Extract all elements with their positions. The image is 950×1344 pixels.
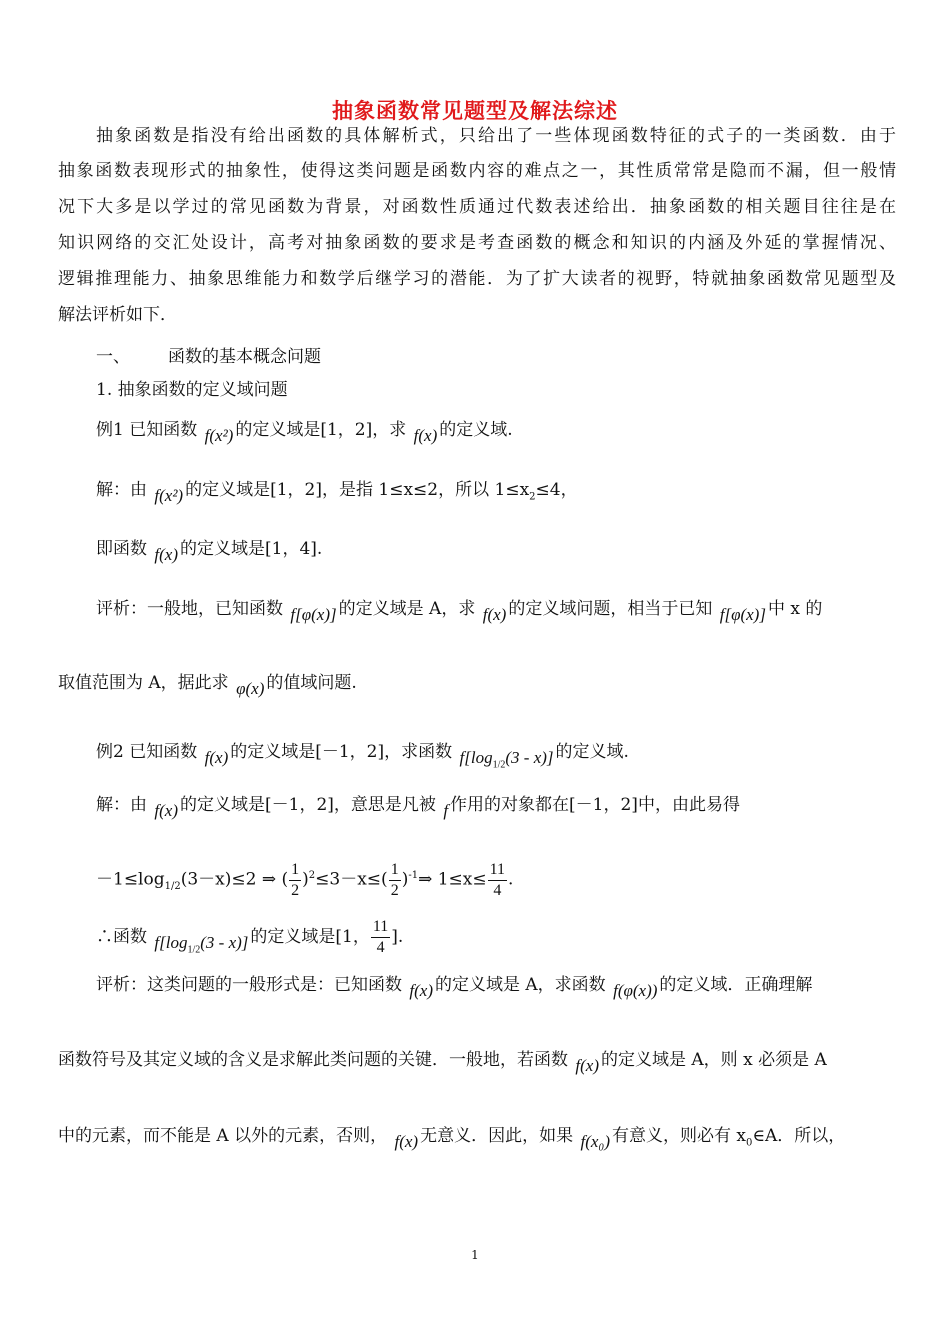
subscript: 2 [529, 491, 536, 503]
formula: f [443, 801, 449, 820]
review-text: ∈A．所以， [752, 1126, 846, 1146]
review-text: 评析：这类问题的一般形式是：已知函数 [96, 975, 402, 995]
conclusion-text: ]. [391, 927, 404, 947]
subscript: 1/2 [187, 944, 201, 956]
ineq-part: . [508, 869, 514, 890]
solution-2 [96, 793, 740, 823]
example-2 [96, 740, 629, 777]
formula-part: (3 - x)] [200, 933, 249, 952]
exponent: 2 [308, 870, 316, 881]
formula [152, 921, 250, 972]
example-2-text: 的定义域. [555, 742, 629, 762]
formula: f[φ(x)] [719, 605, 766, 624]
formula: f[φ(x)] [290, 605, 337, 624]
example-1 [96, 418, 513, 448]
ineq-part: ) [302, 869, 309, 890]
formula: f(x) [204, 748, 229, 767]
solution-text: ≤4， [535, 480, 578, 500]
solution-text: 解：由 [96, 480, 147, 500]
example-1-text: 例1 已知函数 [96, 420, 198, 440]
formula-part: (3 - x)] [505, 748, 554, 767]
denominator: 2 [291, 881, 300, 899]
formula: f(x) [394, 1132, 419, 1151]
formula: f(x) [575, 1056, 599, 1075]
solution-1-result [96, 537, 322, 567]
denominator: 4 [376, 939, 385, 956]
ineq-part: ≤3－x≤( [315, 869, 388, 890]
denominator: 4 [493, 881, 502, 899]
solution-text: 的定义域是[1，4]. [180, 539, 323, 559]
review-text: 的定义域问题，相当于已知 [508, 599, 713, 619]
solution-1 [96, 478, 578, 509]
subsection-heading: 1. 抽象函数的定义域问题 [96, 380, 288, 400]
numerator: 1 [289, 860, 301, 881]
formula: f(x²) [204, 426, 234, 445]
exponent: -1 [408, 870, 419, 881]
numerator: 11 [371, 917, 390, 938]
review-1 [96, 597, 822, 627]
solution-text: 解：由 [96, 795, 147, 815]
formula-part: f[log [459, 748, 493, 767]
formula [458, 746, 556, 777]
solution-text: 的定义域是[1，2]，是指 1≤x≤2，所以 1≤x [185, 480, 530, 500]
example-1-text: 的定义域. [439, 420, 513, 440]
ineq-part: (3－x)≤2 ⇒ ( [180, 869, 289, 890]
formula: φ(x) [236, 679, 265, 698]
example-2-text: 例2 已知函数 [96, 742, 198, 762]
subscript: 1/2 [164, 881, 181, 893]
formula: f(x) [154, 545, 178, 564]
solution-text: 的定义域是[－1，2]，意思是凡被 [180, 795, 436, 815]
conclusion-text: ∴函数 [96, 927, 147, 947]
fraction [488, 860, 507, 901]
review-text: 中的元素，而不能是 A 以外的元素，否则， [58, 1126, 388, 1146]
review-text: 无意义．因此，如果 [420, 1126, 574, 1146]
section-heading [96, 345, 321, 369]
fraction [389, 860, 401, 901]
subscript: 0 [746, 1137, 753, 1149]
example-1-text: 的定义域是[1，2]，求 [235, 420, 407, 440]
review-text: 取值范围为 A，据此求 [58, 673, 229, 693]
formula: f(x₀) [580, 1132, 611, 1151]
review-text: 有意义，则必有 x [612, 1126, 747, 1146]
formula: f(x²) [154, 486, 184, 505]
review-text: 函数符号及其定义域的含义是求解此类问题的关键．一般地，若函数 [58, 1050, 568, 1070]
solution-text: 即函数 [96, 539, 147, 559]
conclusion-text: 的定义域是[1， [250, 927, 370, 947]
ineq-part: ) [401, 869, 409, 890]
intro-line-4: 知识网络的交汇处设计，高考对抽象函数的要求是考查函数的概念和知识的内涵及外延的掌握情况、 [58, 233, 896, 253]
intro-line-2: 抽象函数表现形式的抽象性，使得这类问题是函数内容的难点之一，其性质常常是隐而不漏，但一般情 [58, 161, 896, 181]
intro-line-6: 解法评析如下． [58, 305, 177, 325]
review-text: 的定义域是 A，则 x 必须是 A [601, 1050, 827, 1070]
example-2-text: 的定义域是[－1，2]，求函数 [230, 742, 453, 762]
subscript: 1/2 [492, 759, 506, 771]
conclusion [96, 915, 403, 972]
review-2-continued [58, 1124, 845, 1155]
formula: f(x) [482, 605, 507, 624]
review-text: 的值域问题. [266, 673, 357, 693]
formula-part: f[log [154, 933, 188, 952]
review-1-continued [58, 671, 357, 701]
denominator: 2 [390, 881, 399, 899]
formula: f(φ(x)) [613, 981, 658, 1000]
review-text: 的定义域．正确理解 [659, 975, 813, 995]
formula: f(x) [154, 801, 178, 820]
intro-line-1: 抽象函数是指没有给出函数的具体解析式，只给出了一些体现函数特征的式子的一类函数．由于 [96, 126, 896, 146]
review-text: 的定义域是 A，求 [338, 599, 476, 619]
intro-line-3: 况下大多是以学过的常见函数为背景，对函数性质通过代数表述给出．抽象函数的相关题目往往是在 [58, 197, 896, 217]
section-label: 函数的基本概念问题 [168, 347, 321, 367]
page-title: 抽象函数常见题型及解法综述 [332, 98, 618, 123]
intro-line-5: 逻辑推理能力、抽象思维能力和数学后继学习的潜能．为了扩大读者的视野，特就抽象函数常见题型及 [58, 269, 896, 289]
fraction [371, 917, 390, 958]
formula: f(x) [413, 426, 438, 445]
section-number: 一、 [96, 347, 130, 367]
inequality-chain [96, 854, 513, 909]
review-text: 评析：一般地，已知函数 [96, 599, 283, 619]
solution-text: 作用的对象都在[－1，2]中，由此易得 [450, 795, 740, 815]
review-2 [96, 973, 812, 1003]
formula: f(x) [409, 981, 433, 1000]
review-2-continued [58, 1048, 827, 1078]
numerator: 1 [389, 860, 401, 881]
page-number: 1 [471, 1248, 479, 1262]
numerator: 11 [488, 860, 507, 881]
ineq-part: ⇒ 1≤x≤ [418, 869, 487, 890]
ineq-part: －1≤log [96, 869, 165, 890]
fraction [289, 860, 301, 901]
review-text: 的定义域是 A，求函数 [435, 975, 606, 995]
review-text: 中 x 的 [767, 599, 823, 619]
